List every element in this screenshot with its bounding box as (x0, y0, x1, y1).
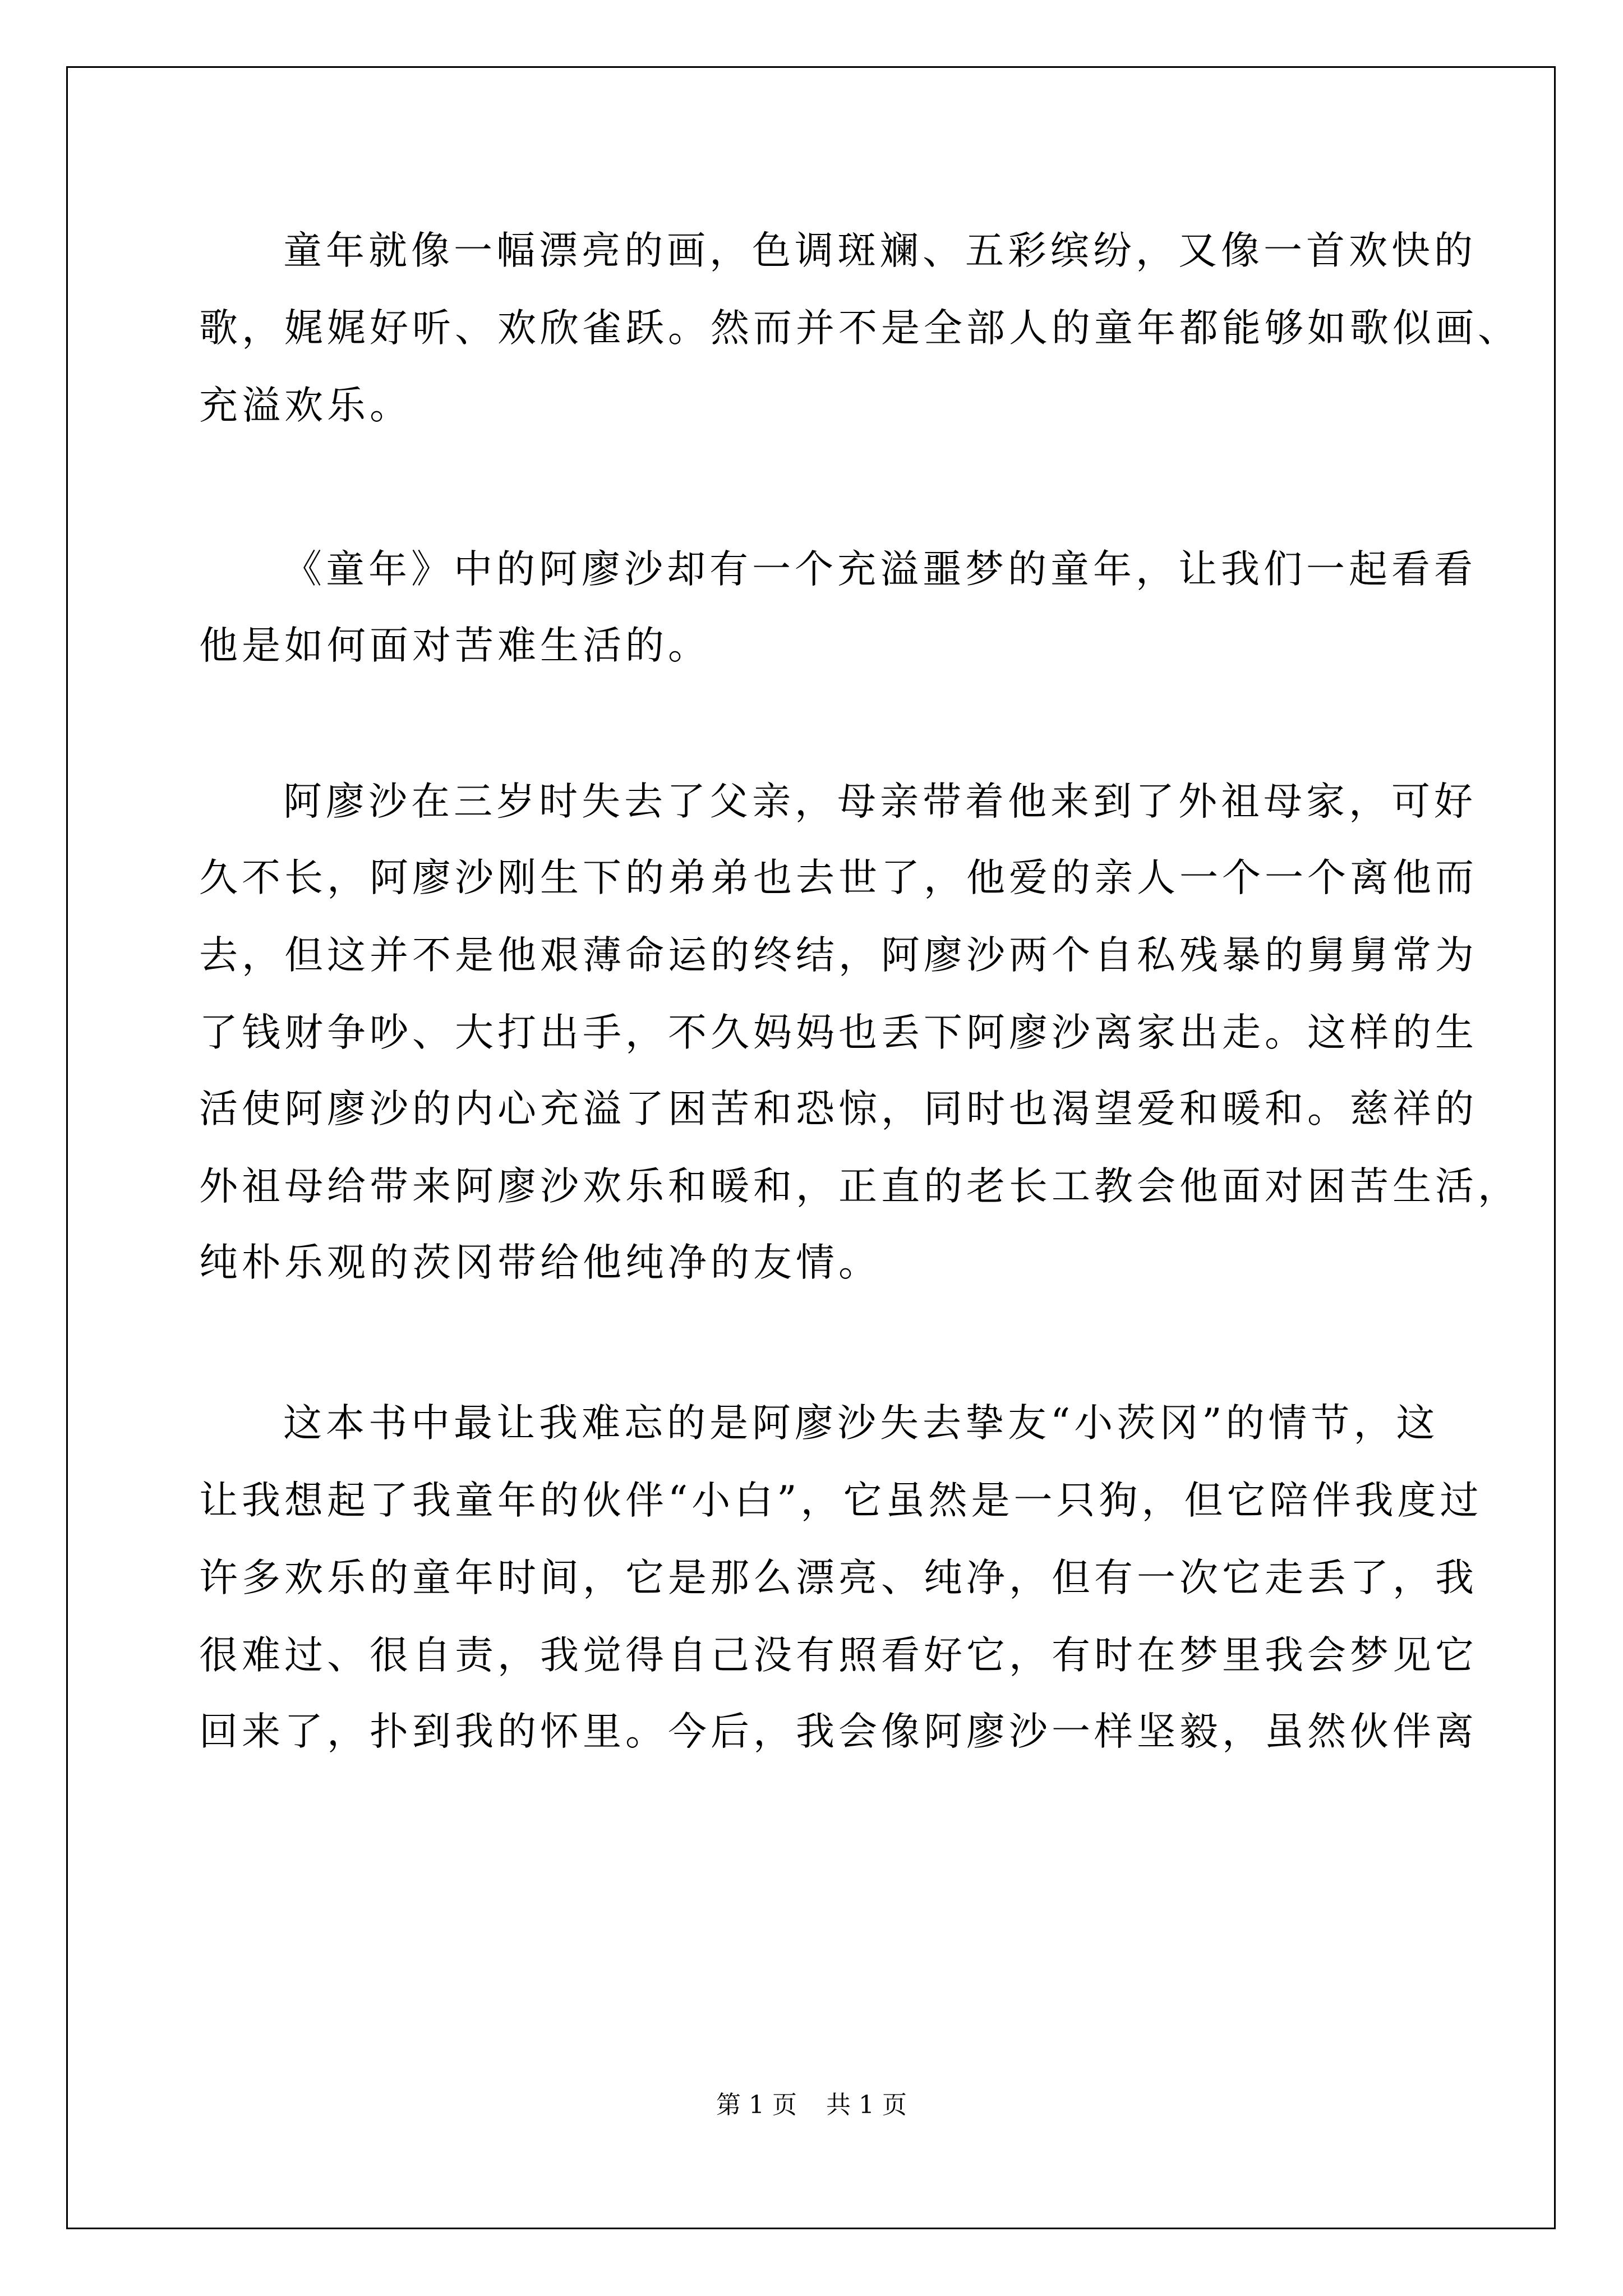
text-line: 阿廖沙在三岁时失去了父亲，母亲带着他来到了外祖母家，可好 (283, 779, 1477, 824)
page-number: 第 1 页 (716, 2091, 797, 2119)
page-total: 共 1 页 (826, 2091, 907, 2119)
text-line: 许多欢乐的童年时间，它是那么漂亮、纯净，但有一次它走丢了，我 (199, 1556, 1478, 1600)
text-line: 外祖母给带来阿廖沙欢乐和暖和，正直的老长工教会他面对困苦生活， (199, 1164, 1520, 1209)
text-line: 活使阿廖沙的内心充溢了困苦和恐惊，同时也渴望爱和暖和。慈祥的 (199, 1087, 1478, 1131)
text-line: 歌，娓娓好听、欢欣雀跃。然而并不是全部人的童年都能够如歌似画、 (199, 306, 1520, 351)
text-line: 童年就像一幅漂亮的画，色调斑斓、五彩缤纷，又像一首欢快的 (283, 228, 1477, 273)
text-line: 让我想起了我童年的伙伴“小白”，它虽然是一只狗，但它陪伴我度过 (199, 1478, 1483, 1523)
text-line: 去，但这并不是他艰薄命运的终结，阿廖沙两个自私残暴的舅舅常为 (199, 933, 1478, 978)
page-footer (0, 2086, 1623, 2125)
text-line: 充溢欢乐。 (199, 383, 412, 428)
text-line: 了钱财争吵、大打出手，不久妈妈也丢下阿廖沙离家出走。这样的生 (199, 1010, 1478, 1055)
text-line: 这本书中最让我难忘的是阿廖沙失去挚友“小茨冈”的情节，这 (283, 1401, 1439, 1446)
text-line: 久不长，阿廖沙刚生下的弟弟也去世了，他爱的亲人一个一个离他而 (199, 855, 1478, 900)
text-line: 纯朴乐观的茨冈带给他纯净的友情。 (199, 1240, 881, 1285)
text-line: 很难过、很自责，我觉得自己没有照看好它，有时在梦里我会梦见它 (199, 1633, 1478, 1678)
text-line: 回来了，扑到我的怀里。今后，我会像阿廖沙一样坚毅，虽然伙伴离 (199, 1709, 1478, 1754)
text-line: 《童年》中的阿廖沙却有一个充溢噩梦的童年，让我们一起看看 (283, 547, 1477, 592)
text-line: 他是如何面对苦难生活的。 (199, 623, 711, 668)
